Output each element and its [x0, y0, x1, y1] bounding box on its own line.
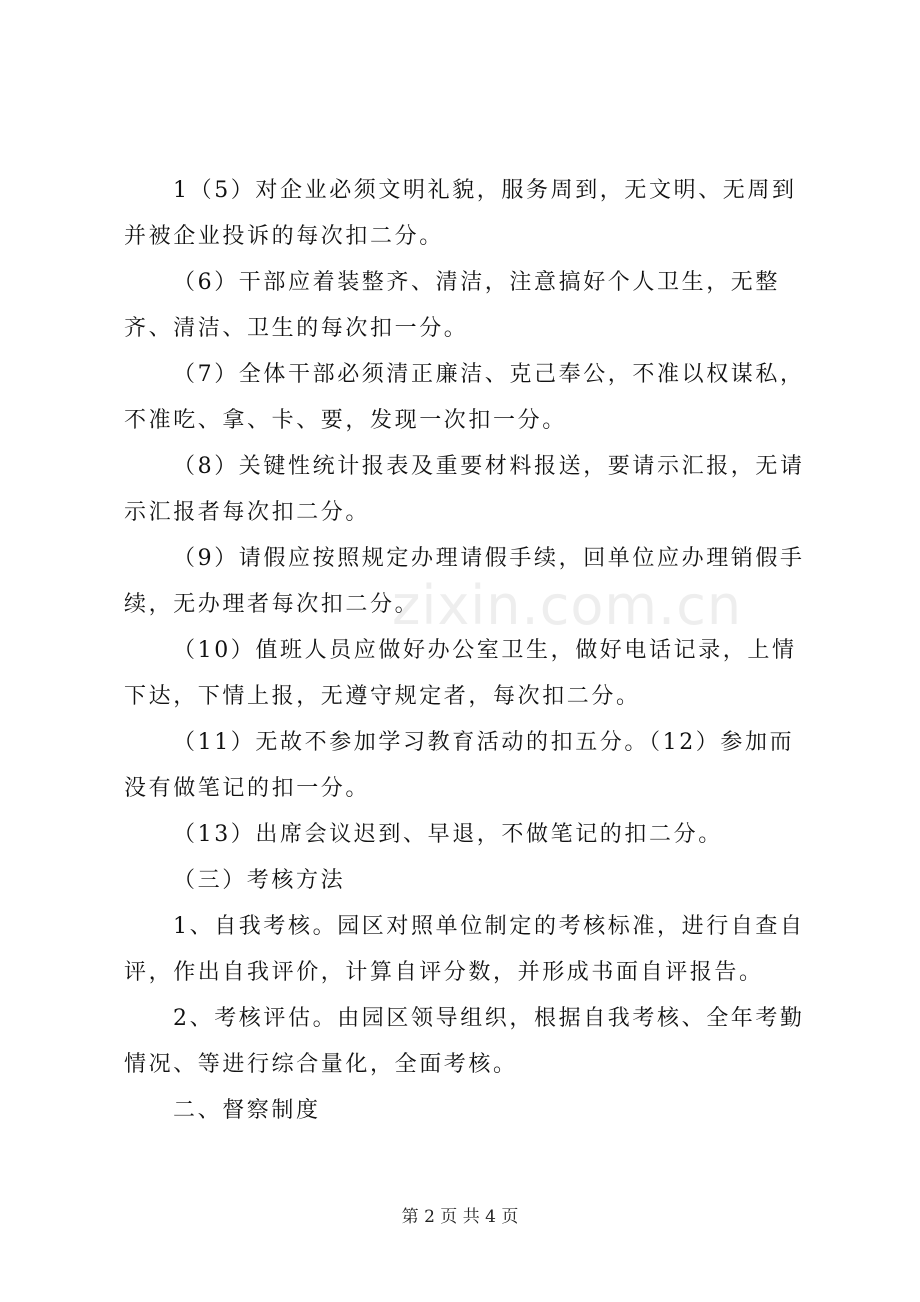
- paragraph-rule-11-12: （11）无故不参加学习教育活动的扣五分。（12）参加而没有做笔记的扣一分。: [124, 730, 795, 801]
- paragraph-rule-10: （10）值班人员应做好办公室卫生，做好电话记录，上情下达，下情上报，无遵守规定者，每次扣二分。: [124, 638, 797, 709]
- paragraph-rule-6: （6）干部应着装整齐、清洁，注意搞好个人卫生，无整齐、清洁、卫生的每次扣一分。: [124, 270, 780, 341]
- section-heading-assessment-method: （三）考核方法: [173, 868, 346, 893]
- section-heading-supervision-system: 二、督察制度: [173, 1098, 321, 1123]
- paragraph-rule-9: （9）请假应按照规定办理请假手续，回单位应办理销假手续，无办理者每次扣二分。: [124, 546, 805, 617]
- document-body: [124, 168, 814, 1134]
- paragraph-rule-5: 1（5）对企业必须文明礼貌，服务周到，无文明、无周到并被企业投诉的每次扣二分。: [124, 178, 797, 249]
- paragraph-rule-8: （8）关键性统计报表及重要材料报送，要请示汇报，无请示汇报者每次扣二分。: [124, 454, 805, 525]
- paragraph-rule-7: （7）全体干部必须清正廉洁、克己奉公，不准以权谋私，不准吃、拿、卡、要，发现一次扣一分。: [124, 362, 805, 433]
- paragraph-self-assessment: 1、自我考核。园区对照单位制定的考核标准，进行自查自评，作出自我评价，计算自评分数，并形成书面自评报告。: [124, 914, 805, 985]
- watermark: zixin.com.cn: [392, 574, 743, 637]
- paragraph-assessment-evaluation: 2、考核评估。由园区领导组织，根据自我考核、全年考勤情况、等进行综合量化，全面考核。: [124, 1006, 805, 1077]
- page-footer: 第 2 页 共 4 页: [401, 1207, 519, 1227]
- paragraph-rule-13: （13）出席会议迟到、早退，不做笔记的扣二分。: [173, 822, 723, 847]
